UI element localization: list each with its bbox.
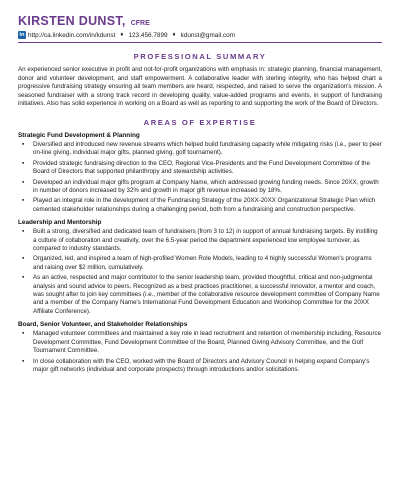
expertise-heading: Leadership and Mentorship <box>18 219 102 227</box>
list-item: ▪ Played an integral role in the development of the Fundraising Strategy of the 20XX-20XX Organizational Strategic Plan which cemented stakeholder relationships during a challenging period, both from a fundraising and construction perspective. <box>18 197 382 214</box>
name-header <box>18 14 382 28</box>
expertise-group <box>18 219 382 316</box>
separator-1: ♦ <box>120 32 124 38</box>
candidate-name: KIRSTEN DUNST, <box>18 14 126 28</box>
list-item: ▪ Managed volunteer committees and maintained a key role in lead recruitment and retention of membership including, Resource Development Committee, Fund Development Committee of the Board, Planned Giving Advisory Committee, and the Golf Tournament Committee. <box>18 330 382 355</box>
list-item: ▪ Diversified and introduced new revenue streams which helped build fundraising capacity while mitigating risks (i.e., peer to peer on-line giving, individual major gifts, planned giving, golf tournament). <box>18 141 382 158</box>
list-item: ▪ Organized, led, and inspired a team of high-profiled Women Role Models, leading to 4 highly successful Women's programs and raising over $2 million, cumulatively. <box>18 255 382 272</box>
separator-2: ♦ <box>172 32 176 38</box>
expertise-heading: Board, Senior Volunteer, and Stakeholder Relationships <box>18 321 188 329</box>
list-item: ▪ Provided strategic fundraising direction to the CEO, Regional Vice-Presidents and the Fund Development Committee of the Board of Directors that supported philanthropy and stewardship activities. <box>18 160 382 177</box>
phone: 123.456.7899 <box>128 31 168 39</box>
summary-text: An experienced senior executive in profit and not-for-profit organizations with emphasis in: strategic planning, financial management, donor and volunteer development, and staff empowerment. A collaborative leader with sterling integrity, who has helped chart a progressive fundraising strategy ensuring all team members are heard, respected, and raised to serve the organization's mission. A seasoned fundraiser with a strong track record in developing quality, value-added programs and events, in support of fundraising initiatives. Also has solid experience in working on a Board as well as reporting to and supporting the work of the Board of Directors. <box>18 66 382 108</box>
expertise-title: AREAS OF EXPERTISE <box>143 117 257 127</box>
bullet-list <box>18 141 382 214</box>
summary-title: PROFESSIONAL SUMMARY <box>133 52 267 61</box>
linkedin-icon: in <box>19 32 25 38</box>
contact-line <box>18 31 382 39</box>
linkedin-link[interactable]: http://ca.linkedin.com/in/kdunst <box>28 31 116 39</box>
expertise-group <box>18 132 382 214</box>
credential: CFRE <box>130 20 150 27</box>
email-link[interactable]: kdunst@gmail.com <box>180 31 236 39</box>
bullet-list <box>18 228 382 316</box>
bullet-list <box>18 330 382 374</box>
list-item: ▪ Developed an individual major gifts program at Company Name, which addressed growing funding needs. Since 20XX, growth in number of donors increased by 32% and growth in major gift revenue increased by 18%. <box>18 179 382 196</box>
header-divider <box>18 42 382 43</box>
expertise-heading: Strategic Fund Development & Planning <box>18 131 140 139</box>
list-item: ▪ As an active, respected and major contributor to the senior leadership team, provided thoughtful, critical and non-judgmental analysis and sound advice to peers. Recognized as a best practices practitioner, a successful innovator, a mentor and coach, was sought after to join key committees (i.e., member of the collaborative resource development committee of Company Name and a member of the Company Name's International Fund Development Education and Workshop Committee for the 20XX Affiliate Conference). <box>18 274 382 316</box>
expertise-group <box>18 321 382 374</box>
list-item: ▪ In close collaboration with the CEO, worked with the Board of Directors and Advisory Council in helping expand Company's major gift networks (individual and corporate prospects) through introductions and/or solicitations. <box>18 358 382 375</box>
list-item: ▪ Built a strong, diversified and dedicated team of fundraisers (from 3 to 12) in support of annual fundraising targets. By instilling a culture of collaboration and creativity, over the 6.5-year period the department experienced low employee turnover, as compared to industry standards. <box>18 228 382 253</box>
